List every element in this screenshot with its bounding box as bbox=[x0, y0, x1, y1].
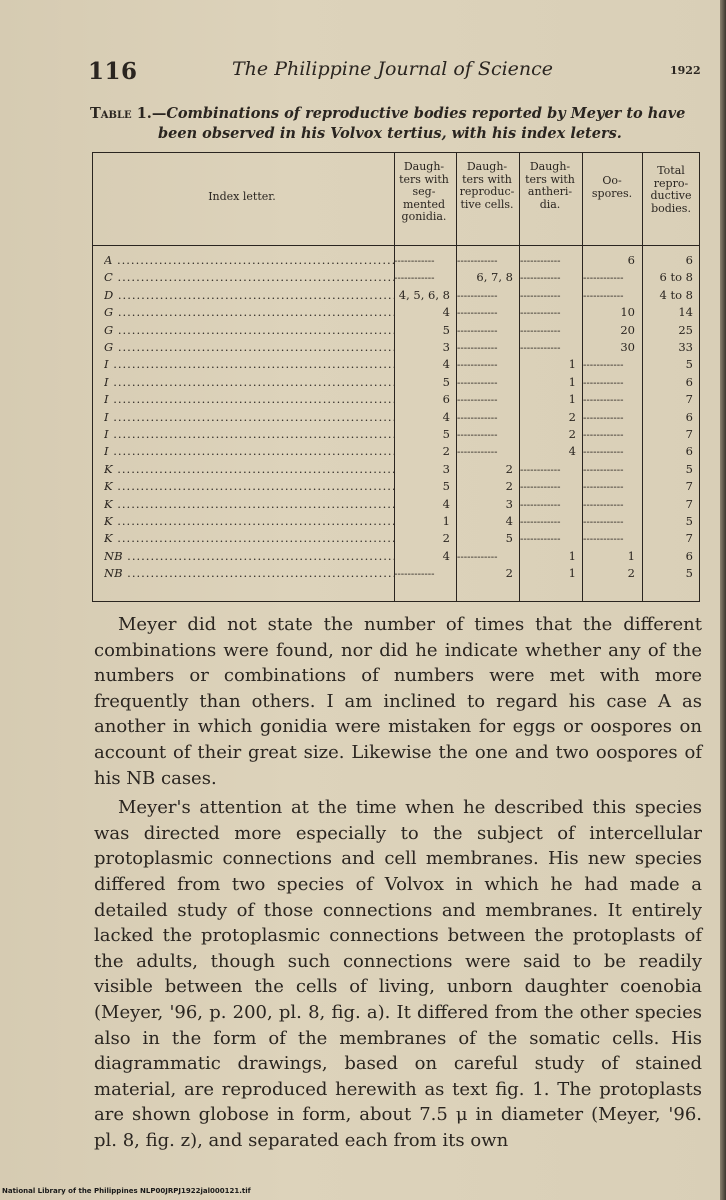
table-row bbox=[92, 462, 700, 479]
table-cell bbox=[583, 392, 635, 406]
table-cell: 1 bbox=[568, 374, 576, 389]
table-row bbox=[92, 444, 700, 461]
table-cell bbox=[520, 323, 576, 337]
table-cell: 2 bbox=[505, 461, 513, 476]
page-binding-edge bbox=[720, 0, 726, 1200]
table-cell bbox=[457, 340, 513, 354]
table-cell bbox=[583, 497, 635, 511]
table-cell: 6, 7, 8 bbox=[476, 270, 513, 285]
table-cell: 30 bbox=[620, 340, 635, 354]
table-header bbox=[92, 153, 700, 246]
body-text bbox=[94, 612, 702, 1153]
table-cell bbox=[583, 462, 635, 476]
table-cell bbox=[583, 444, 635, 458]
col-header-antheridia: Daugh-ters with antheri-dia. bbox=[525, 160, 575, 211]
table-cell: 7 bbox=[685, 496, 693, 511]
table-cell bbox=[520, 305, 576, 319]
table-cell bbox=[583, 288, 635, 302]
index-letter: A ..... bbox=[104, 253, 394, 267]
table-row bbox=[92, 323, 700, 340]
table-cell bbox=[520, 497, 576, 511]
table-cell: 5 bbox=[685, 514, 693, 528]
table-cell: 1 bbox=[568, 566, 576, 581]
table-cell: 4 bbox=[568, 444, 576, 459]
table-cell: 6 bbox=[442, 392, 450, 407]
table-row bbox=[92, 514, 700, 531]
table-row bbox=[92, 375, 700, 392]
table-cell: 3 bbox=[442, 340, 450, 354]
table-cell: 4 bbox=[442, 548, 450, 563]
table-cell: 5 bbox=[685, 357, 693, 372]
col-header-index: Index letter. bbox=[208, 190, 276, 203]
table-row bbox=[92, 549, 700, 566]
col-header-total: Total repro-ductive bodies. bbox=[650, 164, 692, 215]
table-cell: 20 bbox=[620, 322, 635, 337]
table-cell bbox=[583, 410, 635, 424]
table-cell bbox=[583, 357, 635, 371]
index-letter: I ..... bbox=[104, 444, 394, 458]
table-row bbox=[92, 497, 700, 514]
table-cell: 2 bbox=[568, 409, 576, 424]
table-row bbox=[92, 479, 700, 496]
table-cell bbox=[457, 444, 513, 458]
table-cell bbox=[457, 410, 513, 424]
table-cell bbox=[520, 253, 576, 267]
caption-line-2: been observed in his Volvox tertius, with his index leters. bbox=[158, 125, 622, 142]
table-cell bbox=[583, 514, 635, 528]
index-letter: I ..... bbox=[104, 410, 394, 424]
table-caption bbox=[90, 104, 700, 144]
table-cell: 33 bbox=[678, 340, 693, 354]
journal-title: The Philippine Journal of Science bbox=[232, 58, 554, 80]
table-cell: 7 bbox=[685, 479, 693, 494]
index-letter: K ..... bbox=[104, 531, 394, 545]
table-row bbox=[92, 392, 700, 409]
table-cell bbox=[394, 566, 450, 580]
year: 1922 bbox=[670, 64, 701, 77]
table-cell: 2 bbox=[442, 444, 450, 459]
table-cell: 1 bbox=[568, 392, 576, 407]
table-cell: 2 bbox=[442, 531, 450, 546]
table-cell: 6 bbox=[685, 253, 693, 267]
table-cell bbox=[457, 427, 513, 441]
table-row bbox=[92, 410, 700, 427]
table-cell bbox=[520, 270, 576, 284]
index-letter: I ..... bbox=[104, 357, 394, 371]
col-header-oospores: Oo-spores. bbox=[591, 174, 633, 200]
index-letter: I ..... bbox=[104, 427, 394, 441]
col-header-reproductive: Daugh-ters with reproduc-tive cells. bbox=[459, 160, 515, 211]
table-cell: 25 bbox=[678, 322, 693, 337]
table-cell bbox=[457, 323, 513, 337]
table-cell bbox=[520, 288, 576, 302]
table-cell: 5 bbox=[685, 461, 693, 476]
index-letter: D ..... bbox=[104, 288, 394, 302]
index-letter: G ..... bbox=[104, 323, 394, 337]
table-cell: 1 bbox=[442, 514, 450, 528]
table-cell bbox=[583, 479, 635, 493]
table-cell bbox=[520, 340, 576, 354]
table-cell: 5 bbox=[442, 427, 450, 441]
table-cell: 4 bbox=[442, 496, 450, 511]
table-cell: 5 bbox=[442, 479, 450, 494]
table-cell: 7 bbox=[685, 427, 693, 441]
index-letter: G ..... bbox=[104, 340, 394, 354]
table-cell: 4, 5, 6, 8 bbox=[398, 287, 450, 302]
table-cell: 3 bbox=[442, 461, 450, 476]
table-cell: 5 bbox=[505, 531, 513, 546]
table-label: Table 1.— bbox=[90, 105, 167, 122]
table-cell: 1 bbox=[627, 548, 635, 563]
scan-footer: National Library of the Philippines NLP00JRPJ1922jal000121.tif bbox=[2, 1187, 251, 1195]
table-row bbox=[92, 566, 700, 583]
table-row bbox=[92, 531, 700, 548]
table-cell bbox=[457, 375, 513, 389]
table-cell: 10 bbox=[620, 305, 635, 320]
table-cell: 2 bbox=[627, 566, 635, 581]
table-cell: 4 bbox=[442, 409, 450, 424]
table-cell bbox=[457, 392, 513, 406]
table-cell bbox=[457, 305, 513, 319]
table-cell: 2 bbox=[505, 479, 513, 494]
table-cell: 4 bbox=[505, 514, 513, 528]
table-row bbox=[92, 305, 700, 322]
table-cell: 1 bbox=[568, 357, 576, 372]
table-cell bbox=[457, 357, 513, 371]
table-cell: 6 bbox=[685, 444, 693, 459]
index-letter: C ..... bbox=[104, 270, 394, 284]
index-letter: NB ..... bbox=[104, 549, 394, 563]
data-table bbox=[92, 152, 700, 602]
table-cell bbox=[520, 462, 576, 476]
caption-line-1: Combinations of reproductive bodies reported by Meyer to have bbox=[166, 105, 686, 122]
table-row bbox=[92, 427, 700, 444]
table-cell: 6 bbox=[685, 374, 693, 389]
index-letter: I ..... bbox=[104, 392, 394, 406]
index-letter: K ..... bbox=[104, 497, 394, 511]
table-row bbox=[92, 270, 700, 287]
table-cell: 4 to 8 bbox=[659, 287, 693, 302]
index-letter: NB ..... bbox=[104, 566, 394, 580]
page-number: 116 bbox=[88, 58, 138, 85]
table-cell bbox=[394, 253, 450, 267]
table-cell bbox=[394, 270, 450, 284]
table-cell: 2 bbox=[505, 566, 513, 581]
table-row bbox=[92, 253, 700, 270]
index-letter: K ..... bbox=[104, 479, 394, 493]
table-cell bbox=[457, 253, 513, 267]
table-cell: 6 bbox=[685, 548, 693, 563]
index-letter: K ..... bbox=[104, 462, 394, 476]
table-row bbox=[92, 288, 700, 305]
paragraph: Meyer did not state the number of times that the different combinations were found, nor did he indicate whether any of the numbers or combinations of numbers were met with more frequently than others. I am inclined to regard his case A as another in which gonidia were mistaken for eggs or oospores on account of their great size. Likewise the one and two oospores of his NB cases. bbox=[94, 614, 702, 789]
table-cell bbox=[457, 288, 513, 302]
table-cell bbox=[583, 270, 635, 284]
table-row bbox=[92, 357, 700, 374]
index-letter: I ..... bbox=[104, 375, 394, 389]
table-cell: 7 bbox=[685, 392, 693, 407]
table-cell: 2 bbox=[568, 427, 576, 441]
col-header-segmented: Daugh-ters with seg-mented gonidia. bbox=[399, 160, 449, 223]
table-cell: 14 bbox=[678, 305, 693, 320]
table-cell bbox=[520, 531, 576, 545]
table-cell: 3 bbox=[505, 496, 513, 511]
table-cell bbox=[457, 549, 513, 563]
table-cell bbox=[583, 531, 635, 545]
table-cell: 5 bbox=[442, 374, 450, 389]
table-cell: 6 to 8 bbox=[659, 270, 693, 285]
table-cell bbox=[520, 479, 576, 493]
table-row bbox=[92, 340, 700, 357]
table-cell bbox=[583, 427, 635, 441]
table-cell: 7 bbox=[685, 531, 693, 546]
index-letter: K ..... bbox=[104, 514, 394, 528]
table-cell: 1 bbox=[568, 548, 576, 563]
paragraph: Meyer's attention at the time when he described this species was directed more especially to the subject of intercellular protoplasmic connections and cell membranes. His new species differed from two species of Volvox in which he had made a detailed study of those connections and membranes. It entirely lacked the protoplasmic connections between the protoplasts of the adults, though such connections were said to be readily visible between the cells of living, unborn daughter coenobia (Meyer, '96, p. 200, pl. 8, fig. a). It differed from the other species also in the form of the membranes of the somatic cells. His diagrammatic drawings, based on careful study of stained material, are reproduced herewith as text fig. 1. The protoplasts are shown globose in form, about 7.5 μ in diameter (Meyer, '96. pl. 8, fig. z), and separated each from its own bbox=[94, 797, 702, 1151]
table-cell: 5 bbox=[685, 566, 693, 581]
table-cell bbox=[583, 375, 635, 389]
table-cell: 6 bbox=[685, 409, 693, 424]
table-cell: 6 bbox=[627, 253, 635, 267]
table-cell: 5 bbox=[442, 322, 450, 337]
table-cell: 4 bbox=[442, 305, 450, 320]
table-cell: 4 bbox=[442, 357, 450, 372]
index-letter: G ..... bbox=[104, 305, 394, 319]
table-cell bbox=[520, 514, 576, 528]
